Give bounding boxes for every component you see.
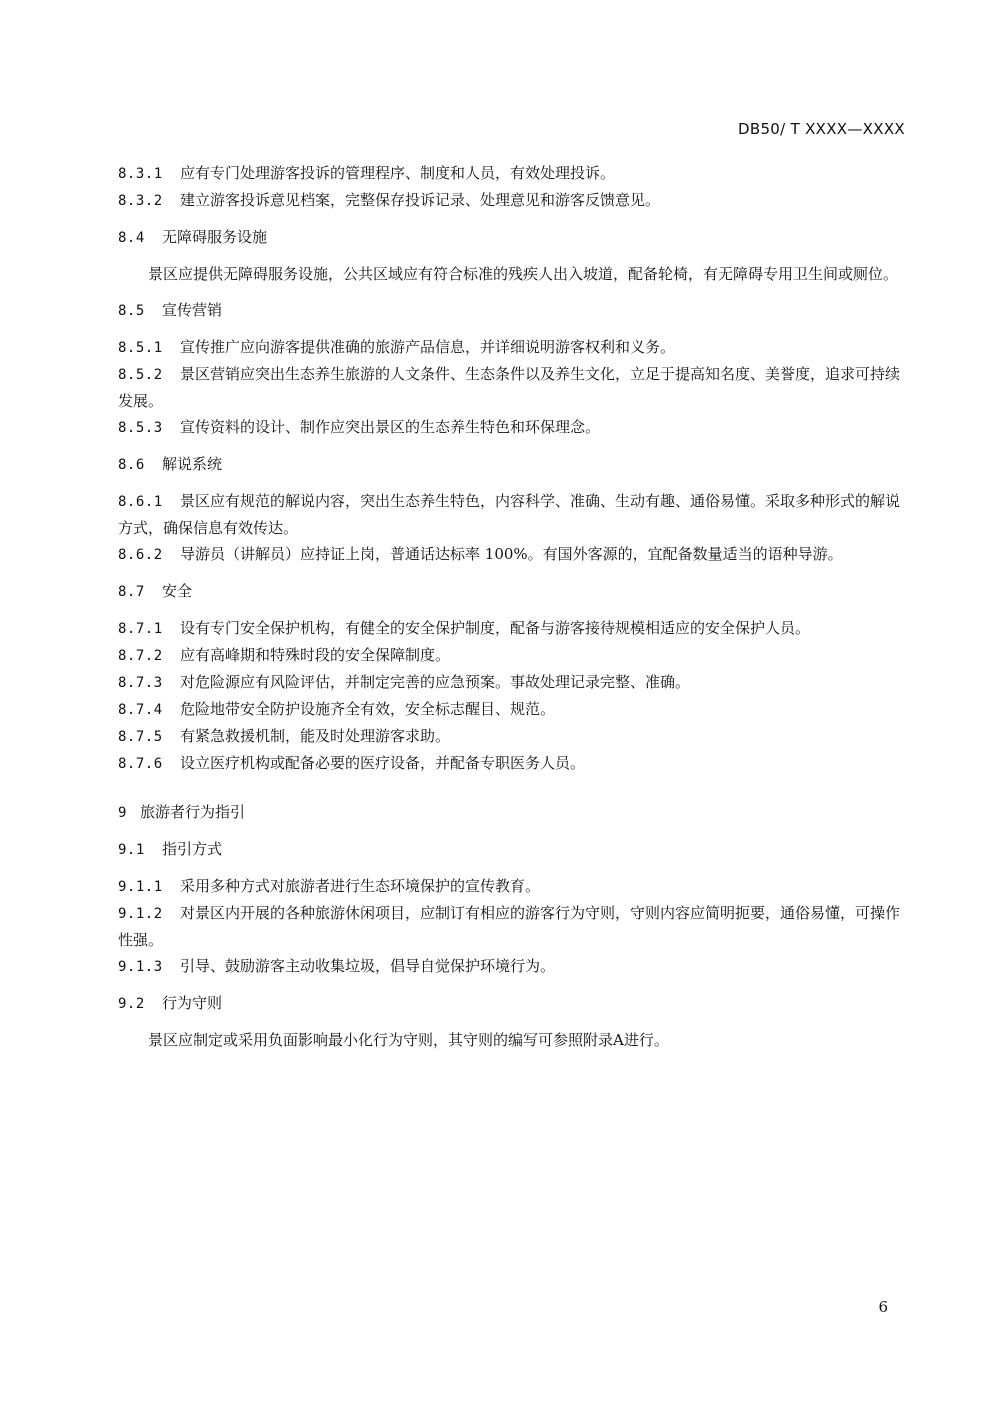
- section-heading: [118, 451, 908, 478]
- clause-item: [118, 541, 908, 568]
- clause-item: [118, 361, 908, 414]
- clause-text: 应有专门处理游客投诉的管理程序、制度和人员，有效处理投诉。: [180, 164, 616, 182]
- clause-item: [118, 723, 908, 750]
- clause-text: 应有高峰期和特殊时段的安全保障制度。: [180, 646, 451, 664]
- clause-number: 8.7.6: [118, 756, 163, 772]
- clause-text: 行为守则: [162, 994, 223, 1012]
- clause-text: 宣传资料的设计、制作应突出景区的生态养生特色和环保理念。: [180, 418, 601, 436]
- clause-number: 8.6.2: [118, 547, 163, 563]
- clause-item: [118, 873, 908, 900]
- clause-number: 8.5.3: [118, 420, 163, 436]
- clause-number: 8.7.4: [118, 702, 163, 718]
- clause-text: 对景区内开展的各种旅游休闲项目，应制订有相应的游客行为守则，守则内容应简明扼要，通俗易懂，可操作性强。: [118, 904, 901, 949]
- clause-text: 无障碍服务设施: [162, 228, 268, 246]
- page-number: 6: [878, 1298, 888, 1316]
- clause-number: 9.1: [118, 842, 145, 858]
- clause-number: 9.1.2: [118, 906, 163, 922]
- clause-item: [118, 334, 908, 361]
- clause-item: [118, 669, 908, 696]
- clause-item: [118, 750, 908, 777]
- clause-text: 危险地带安全防护设施齐全有效，安全标志醒目、规范。: [180, 700, 556, 718]
- clause-number: 9.1.3: [118, 959, 163, 975]
- clause-text: 旅游者行为指引: [140, 803, 246, 821]
- clause-text: 宣传推广应向游客提供准确的旅游产品信息，并详细说明游客权利和义务。: [180, 338, 676, 356]
- clause-item: [118, 160, 908, 187]
- clause-number: 8.5.1: [118, 340, 163, 356]
- clause-number: 8.7: [118, 584, 145, 600]
- clause-number: 8.7.5: [118, 729, 163, 745]
- clause-text: 景区营销应突出生态养生旅游的人文条件、生态条件以及养生文化，立足于提高知名度、美誉度，追求可持续发展。: [118, 365, 901, 410]
- clause-item: [118, 696, 908, 723]
- clause-text: 有紧急救援机制，能及时处理游客求助。: [180, 727, 451, 745]
- paragraph: 景区应提供无障碍服务设施，公共区域应有符合标准的残疾人出入坡道，配备轮椅，有无障碍专用卫生间或厕位。: [148, 265, 899, 283]
- clause-text: 解说系统: [162, 455, 223, 473]
- section-heading: [118, 990, 908, 1017]
- clause-item: [118, 488, 908, 541]
- clause-text: 指引方式: [162, 840, 223, 858]
- clause-text: 安全: [162, 582, 193, 600]
- clause-number: 8.6: [118, 457, 145, 473]
- clause-number: 8.7.3: [118, 675, 163, 691]
- clause-text: 设有专门安全保护机构，有健全的安全保护制度，配备与游客接待规模相适应的安全保护人员。: [180, 619, 811, 637]
- clause-text: 导游员（讲解员）应持证上岗，普通话达标率 100%。有国外客源的，宜配备数量适当的语种导游。: [180, 545, 843, 563]
- clause-number: 8.5.2: [118, 367, 163, 383]
- clause-text: 采用多种方式对旅游者进行生态环境保护的宣传教育。: [180, 877, 541, 895]
- section-heading: [118, 224, 908, 251]
- clause-item: [118, 900, 908, 953]
- clause-text: 对危险源应有风险评估，并制定完善的应急预案。事故处理记录完整、准确。: [180, 673, 691, 691]
- clause-number: 8.3.1: [118, 166, 163, 182]
- clause-number: 8.4: [118, 230, 145, 246]
- clause-item: [118, 187, 908, 214]
- document-code: DB50/ T XXXX—XXXX: [738, 120, 905, 138]
- clause-text: 设立医疗机构或配备必要的医疗设备，并配备专职医务人员。: [180, 754, 586, 772]
- clause-text: 宣传营销: [162, 301, 223, 319]
- clause-text: 景区应有规范的解说内容，突出生态养生特色，内容科学、准确、生动有趣、通俗易懂。采取多种形式的解说方式，确保信息有效传达。: [118, 492, 901, 537]
- section-heading: [118, 578, 908, 605]
- clause-number: 8.5: [118, 303, 145, 319]
- clause-item: [118, 953, 908, 980]
- clause-item: [118, 414, 908, 441]
- clause-text: 引导、鼓励游客主动收集垃圾，倡导自觉保护环境行为。: [180, 957, 556, 975]
- document-body: [118, 160, 908, 1053]
- clause-number: 9.2: [118, 996, 145, 1012]
- clause-number: 8.7.2: [118, 648, 163, 664]
- clause-text: 建立游客投诉意见档案，完整保存投诉记录、处理意见和游客反馈意见。: [180, 191, 661, 209]
- paragraph: 景区应制定或采用负面影响最小化行为守则，其守则的编写可参照附录A进行。: [148, 1031, 669, 1049]
- clause-number: 8.3.2: [118, 193, 163, 209]
- section-heading: [118, 836, 908, 863]
- clause-number: 9.1.1: [118, 879, 163, 895]
- section-heading: [118, 297, 908, 324]
- clause-number: 9: [118, 805, 127, 821]
- clause-number: 8.6.1: [118, 494, 163, 510]
- clause-item: [118, 615, 908, 642]
- chapter-heading: [118, 799, 908, 826]
- clause-item: [118, 642, 908, 669]
- clause-number: 8.7.1: [118, 621, 163, 637]
